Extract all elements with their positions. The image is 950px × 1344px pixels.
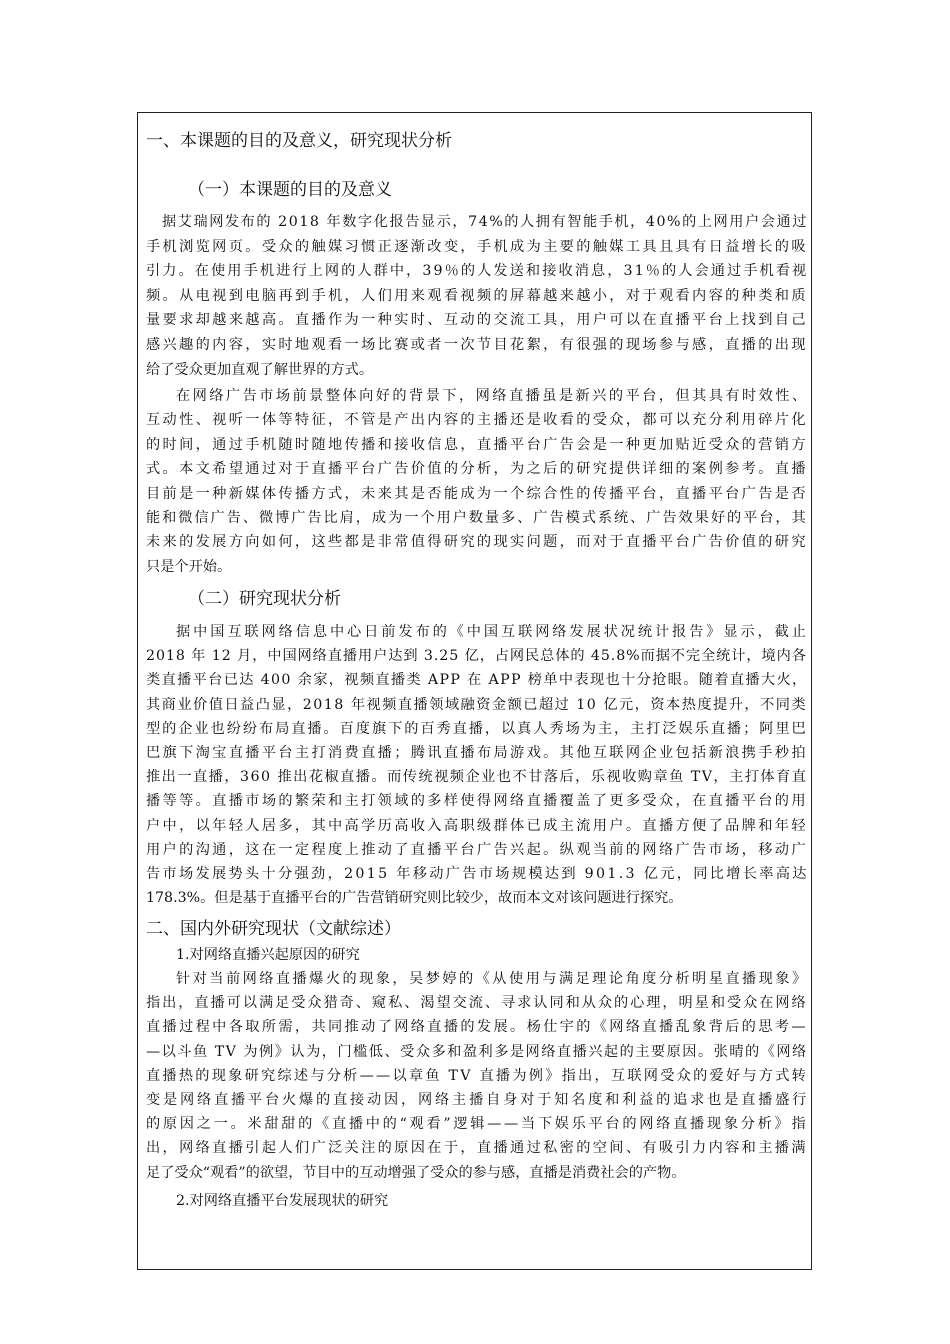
paragraph-line: 频。从电视到电脑再到手机，人们用来观看视频的屏幕越来越小，对于观看内容的种类和质	[146, 287, 808, 304]
paragraph-line: 据中国互联网络信息中心日前发布的《中国互联网络发展状况统计报告》显示，截止	[176, 624, 809, 640]
paragraph-line: 告市场发展势头十分强劲，2015 年移动广告市场规模达到 901.3 亿元，同比增长率高达	[146, 866, 809, 882]
paragraph-line: 互动性、视听一体等特征，不管是产出内容的主播还是收看的受众，都可以充分利用碎片化	[146, 412, 808, 429]
paragraph-line: 针对当前网络直播爆火的现象，吴梦婷的《从使用与满足理论角度分析明星直播现象》	[176, 971, 809, 987]
paragraph-line: 只是个开始。	[146, 558, 232, 575]
paragraph-line: 的原因之一。米甜甜的《直播中的“观看”逻辑——当下娱乐平台的网络直播现象分析》指	[146, 1116, 809, 1133]
paragraph-line: 类直播平台已达 400 余家，视频直播类 APP 在 APP 榜单中表现也十分抢眼。随着直播大火，	[146, 672, 808, 689]
paragraph-line: 在网络广告市场前景整体向好的背景下，网络直播虽是新兴的平台，但其具有时效性、	[176, 388, 809, 404]
paragraph-line: 的时间，通过手机随时随地传播和接收信息，直播平台广告会是一种更加贴近受众的营销方	[146, 436, 808, 453]
paragraph-line: 指出，直播可以满足受众猎奇、窥私、渴望交流、寻求认同和从众的心理，明星和受众在网络	[146, 995, 808, 1012]
paragraph-line: 巴旗下淘宝直播平台主打消费直播；腾讯直播布局游戏。其他互联网企业包括新浪携手秒拍	[146, 745, 808, 761]
paragraph-line: 直播热的现象研究综述与分析——以章鱼 TV 直播为例》指出，互联网受众的爱好与方式转	[146, 1067, 809, 1084]
paragraph-line: 据艾瑞网发布的 2018 年数字化报告显示，74%的人拥有智能手机，40%的上网用户会通过	[162, 214, 808, 230]
numbered-heading: 1.对网络直播兴起原因的研究	[176, 947, 360, 963]
paragraph-line: 用户的沟通，这在一定程度上推动了直播平台广告兴起。纵观当前的网络广告市场，移动广	[146, 841, 808, 858]
paragraph-line: 直播过程中各取所需，共同推动了网络直播的发展。杨仕宇的《网络直播乱象背后的思考—	[146, 1019, 808, 1036]
paragraph-line: 能和微信广告、微博广告比肩，成为一个用户数量多、广告模式系统、广告效果好的平台，其	[146, 510, 808, 526]
paragraph-line: 其商业价值日益凸显，2018 年视频直播领域融资金额已超过 10 亿元，资本热度提升，不同类	[146, 696, 808, 713]
subsection-heading: （一）本课题的目的及意义	[188, 180, 392, 200]
paragraph-line: 手机浏览网页。受众的触媒习惯正逐渐改变，手机成为主要的触媒工具且具有日益增长的吸	[146, 238, 808, 255]
paragraph-line: 播等等。直播市场的繁荣和主打领域的多样使得网络直播覆盖了更多受众，在直播平台的用	[146, 793, 808, 810]
numbered-heading: 2.对网络直播平台发展现状的研究	[176, 1193, 389, 1209]
paragraph-line: 量要求却越来越高。直播作为一种实时、互动的交流工具，用户可以在直播平台上找到自己	[146, 312, 808, 329]
paragraph-line: 出，网络直播引起人们广泛关注的原因在于，直播通过私密的空间、有吸引力内容和主播满	[146, 1140, 808, 1157]
paragraph-line: 推出一直播，360 推出花椒直播。而传统视频企业也不甘落后，乐视收购章鱼 TV，主打体育直	[146, 769, 808, 786]
paragraph-line: 178.3%。但是基于直播平台的广告营销研究则比较少，故而本文对该问题进行探究。	[146, 890, 683, 907]
paragraph-line: 足了受众“观看”的欲望，节目中的互动增强了受众的参与感，直播是消费社会的产物。	[146, 1164, 686, 1181]
paragraph-line: 户中，以年轻人居多，其中高学历高收入高职级群体已成主流用户。直播方便了品牌和年轻	[146, 817, 808, 834]
paragraph-line: 感兴趣的内容，实时地观看一场比赛或者一次节目花絮，有很强的现场参与感，直播的出现	[146, 337, 808, 353]
paragraph-line: 目前是一种新媒体传播方式，未来其是否能成为一个综合性的传播平台，直播平台广告是否	[146, 485, 808, 502]
subsection-heading: （二）研究现状分析	[188, 589, 341, 609]
section-heading: 二、国内外研究现状（文献综述）	[146, 919, 401, 939]
paragraph-line: 式。本文希望通过对于直播平台广告价值的分析，为之后的研究提供详细的案例参考。直播	[146, 461, 808, 478]
paragraph-line: 给了受众更加直观了解世界的方式。	[146, 361, 374, 378]
paragraph-line: 变是网络直播平台火爆的直接动因，网络主播自身对于知名度和利益的追求也是直播盛行	[146, 1092, 810, 1108]
paragraph-line: 未来的发展方向如何，这些都是非常值得研究的现实问题，而对于直播平台广告价值的研究	[146, 534, 808, 551]
section-heading: 一、本课题的目的及意义，研究现状分析	[146, 131, 452, 151]
paragraph-line: —以斗鱼 TV 为例》认为，门槛低、受众多和盈利多是网络直播兴起的主要原因。张晴的《网络	[146, 1043, 808, 1060]
paragraph-line: 2018 年 12 月，中国网络直播用户达到 3.25 亿，占网民总体的 45.8%而据不完全统计，境内各	[146, 648, 807, 665]
paragraph-line: 引力。在使用手机进行上网的人群中，39％的人发送和接收消息，31％的人会通过手机看视	[146, 263, 809, 280]
paragraph-line: 型的企业也纷纷布局直播。百度旗下的百秀直播，以真人秀场为主，主打泛娱乐直播；阿里巴	[146, 720, 808, 737]
